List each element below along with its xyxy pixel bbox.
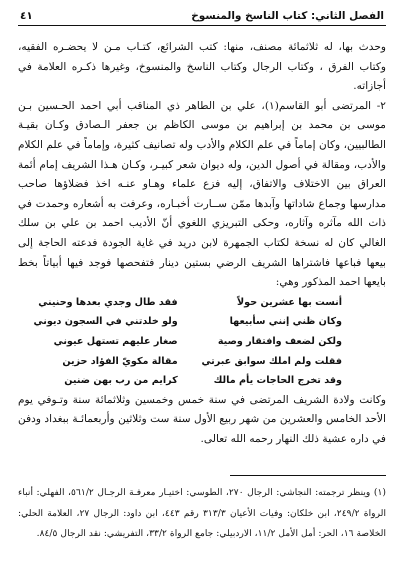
hemistich-first: ولكن لضعف وافتقار وصية xyxy=(217,335,342,347)
poem-verse xyxy=(26,312,342,332)
poem-verse xyxy=(26,293,342,313)
closing-paragraph: وكانت ولادة الشريف المرتضى في سنة خمس وخمسين وثلاثمائة سنة وتـوفي يوم الأحد الخامس والعشرين من شهر ربيع الأول سنة ست وثلاثين وأربعمائـة ببغداد ودفن في داره عشية ذلك النهار رحمه الله تعالى. xyxy=(18,393,386,445)
paragraph: ٢- المرتضى أبو القاسم(١)، علي بن الطاهر ذي المناقب أبي احمد الحـسين بـن موسى بن محمد بن إبراهيم بن موسى الكاظم بن جعفر الـصادق وكـان بقيـة الطالبيين، وكان إماماً في علم الكلام والأدب وله تصانيف كثيرة، وإماماً في علم الكلام والأدب، ومقالة في أصول الدين، وله ديوان شعر كبيـر، وكـان هـذا الشريف إمام أئمة العراق بين الاختلاف والاتفاق، إليه فزع علماء وهـاو عنـه اخذ فضلاؤها صاحب مدارسها وجماع شاداتها وآبدها ممّن ســارت أخبـاره، وعرفت به أشعاره وحمدت في ذات الله مآثره وآثاره، وحكى التبريزي اللغوي أنّ الأديب احمد بن علي بن سلك الغالي كان له نسخة لكتاب الجمهرة لابن دريد في غاية الجودة فدعته الحاجة إلى بيعها فباعها فاشتراها الشريف الرضي بستين دينار فتفحصها فوجد فيها أبياتاً بخط بايعها احمد المذكور وهي: xyxy=(18,99,386,289)
main-text xyxy=(18,38,386,449)
hemistich-second: ولو خلدتني في السجون ديوني xyxy=(33,316,178,328)
chapter-title: الفصل الثاني: كتاب الناسخ والمنسوخ xyxy=(191,10,384,22)
hemistich-first: أنست بها عشرين حولاً xyxy=(237,296,342,308)
hemistich-second: كرايم من رب بهن ضنين xyxy=(64,375,178,387)
paragraph: وحدث بها، له ثلاثمائة مصنف، منها: كتب الشرائع، كتـاب مـن لا يحضـره الفقيه، وكتاب الفرق ، وكتاب الرجال وكتاب الناسخ والمنسوخ، وغيرها ذكـره العلامة في أجازاته. xyxy=(18,41,386,93)
poem-verse xyxy=(26,332,342,352)
poem xyxy=(18,293,386,391)
footnote: (١) وينظر ترجمته: النجاشي: الرجال ٢٧٠، الطوسي: اختيـار معرفـة الرجـال ٥٦١/٢، الفهلي: أنباء الرواة ٢٤٩/٢، ابن خلكان: وفيات الأعيان ٣١٣/٣ رقم ٤٤٣، ابن داود: الرجال ٢٧، العلامة الحلي: الخلاصة ١٦، الحر: أمل الأمل ١١/٢، الاردبيلي: جامع الرواة ٣٣/٢، التفريشي: نقد الرجال ٨٤/٥. xyxy=(18,487,386,540)
footnotes xyxy=(18,483,386,545)
running-header xyxy=(18,10,386,26)
hemistich-first: وكان ظني إنني سأبيعها xyxy=(229,316,342,328)
page-number: ٤١ xyxy=(20,10,33,22)
hemistich-second: صغار عليهم تستهل عيوني xyxy=(53,335,178,347)
hemistich-second: مقالة مكويّ الفؤاد حزين xyxy=(62,355,178,367)
poem-verse xyxy=(26,352,342,372)
hemistich-first: وقد تخرج الحاجات يأم مالك xyxy=(213,375,342,387)
footnote-separator xyxy=(18,449,386,483)
hemistich-second: فقد طال وجدي بعدها وحنيني xyxy=(38,296,178,308)
hemistich-first: فقلت ولم املك سوابق عبرتي xyxy=(201,355,342,367)
poem-verse xyxy=(26,371,342,391)
